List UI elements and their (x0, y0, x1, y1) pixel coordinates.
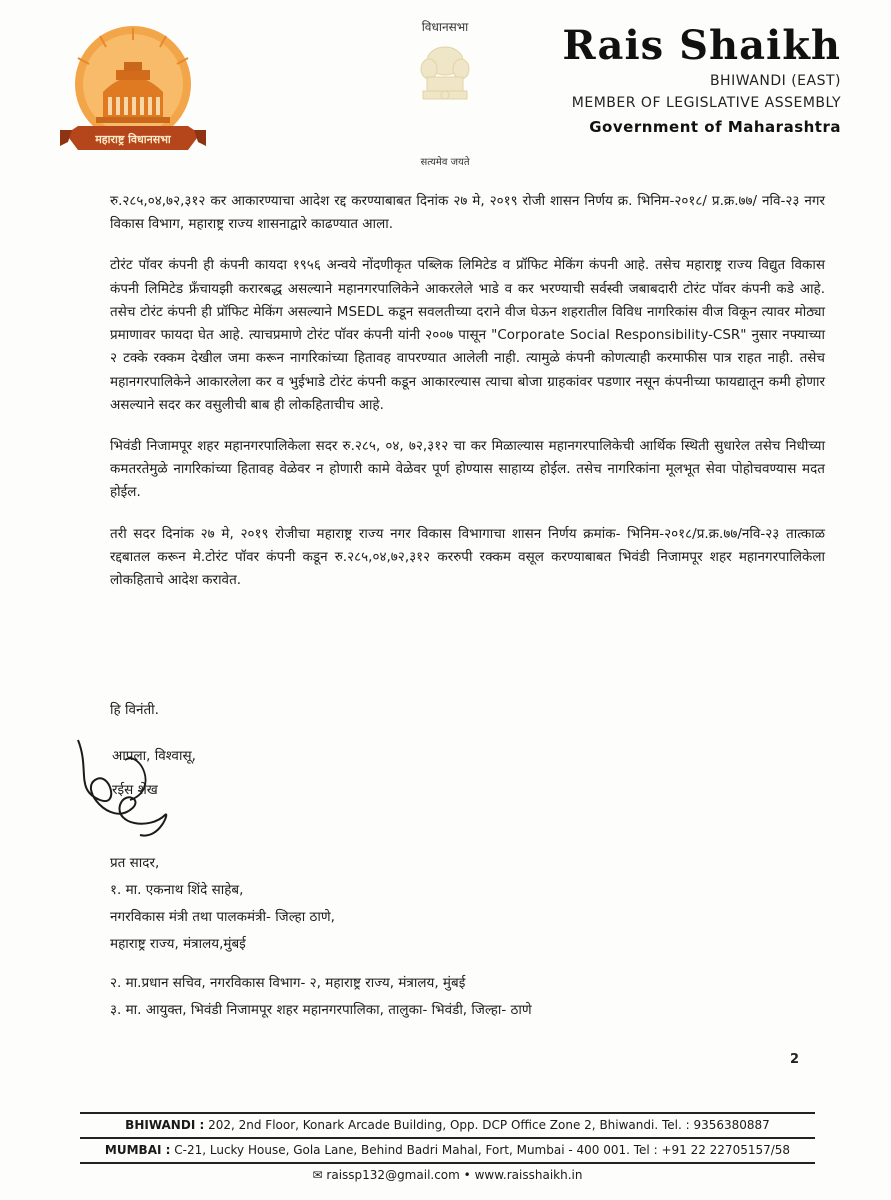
footer-divider (80, 1112, 815, 1114)
national-emblem (400, 18, 490, 168)
government-name: Government of Maharashtra (589, 117, 841, 136)
signature-block (112, 740, 196, 808)
cc-item-1-line-1: १. मा. एकनाथ शिंदे साहेब, (110, 882, 244, 898)
paragraph-1: रु.२८५,०४,७२,३१२ कर आकारण्याचा आदेश रद्द करण्याबाबत दिनांक २७ मे, २०१९ रोजी शासन निर्णय क्र. भिनिम-२०१८/ प्र.क्र.७७/ नवि-२३ नगर विकास विभाग, महाराष्ट्र राज्य शासनाद्वारे काढण्यात आला. (110, 193, 825, 233)
footer-divider (80, 1137, 815, 1139)
letter-body (110, 190, 825, 610)
cc-item-1-line-2: नगरविकास मंत्री तथा पालकमंत्री- जिल्हा ठाणे, (110, 909, 335, 925)
cc-item-1-line-3: महाराष्ट्र राज्य, मंत्रालय,मुंबई (110, 936, 246, 952)
vidhansabha-logo (58, 22, 208, 162)
letter-footer (80, 1110, 815, 1182)
footer-bhiwandi-address (80, 1116, 815, 1135)
closing-request: हि विनंती. (110, 702, 159, 718)
cc-item-3: ३. मा. आयुक्त, भिवंडी निजामपूर शहर महानगरपालिका, तालुका- भिवंडी, जिल्हा- ठाणे (110, 1002, 532, 1018)
copy-to-list (110, 850, 760, 1024)
lion-capital-icon (415, 39, 475, 129)
cc-item-2: २. मा.प्रधान सचिव, नगरविकास विभाग- २, महाराष्ट्र राज्य, मंत्रालय, मुंबई (110, 975, 466, 991)
logo-banner-text: महाराष्ट्र विधानसभा (95, 133, 171, 146)
envelope-icon: ✉ (312, 1168, 323, 1183)
footer-divider (80, 1162, 815, 1164)
page-number: 2 (789, 1052, 799, 1067)
emblem-top-caption: विधानसभा (421, 20, 469, 34)
constituency: BHIWANDI (EAST) (709, 73, 841, 89)
closing-yours: आपला, विश्वासू, (112, 748, 196, 764)
paragraph-3: भिवंडी निजामपूर शहर महानगरपालिकेला सदर रु.२८५, ०४, ७२,३१२ चा कर मिळाल्यास महानगरपालिकेची आर्थिक स्थिती सुधारेल तसेच निधीच्या कमतरतेमुळे नागरिकांच्या हितावह वेळेवर न होणारी कामे वेळेवर पूर्ण होण्यास साहाय्य होईल. तसेच नागरिकांना मूलभूत सेवा पोहोचवण्यास मदत होईल. (110, 437, 825, 501)
bullet-separator: • (463, 1168, 475, 1183)
cc-heading: प्रत सादर, (110, 855, 160, 871)
letterhead-details (541, 22, 841, 139)
bhiwandi-label: BHIWANDI : (125, 1118, 205, 1132)
footer-email[interactable]: raissp132@gmail.com (326, 1168, 460, 1183)
mumbai-address: C-21, Lucky House, Gola Lane, Behind Badri Mahal, Fort, Mumbai - 400 001. Tel : +91 22 22705157/58 (170, 1143, 791, 1158)
sender-position: MEMBER OF LEGISLATIVE ASSEMBLY (571, 95, 841, 112)
mumbai-label: MUMBAI : (104, 1143, 171, 1158)
paragraph-2: टोरंट पॉवर कंपनी ही कंपनी कायदा १९५६ अन्वये नोंदणीकृत पब्लिक लिमिटेड व प्रॉफिट मेकिंग कंपनी आहे. तसेच महाराष्ट्र राज्य विद्युत विकास कंपनी लिमिटेड फ्रँचायझी करारबद्ध असल्याने महानगरपालिकेने आकरलेले भाडे व कर भरण्याची सर्वस्वी जबाबदारी टोरंट पॉवर कंपनी कडे आहे. तसेच टोरंट कंपनी ही प्रॉफिट मेकिंग असल्याने MSEDL कडून सवलतीच्या दराने वीज घेऊन शहरातील विविध नागरिकांस वीज विकून त्यावर मोठ्या प्रमाणावर फायदा घेत आहे. त्याचप्रमाणे टोरंट पॉवर कंपनी यांनी २००७ पासून "Corporate Social Responsibility-CSR" नुसार नफ्याच्या २ टक्के रक्कम देखील जमा करून नागरिकांच्या हितावह वापरण्यात आलेली नाही. त्यामुळे कंपनी कोणत्याही करमाफीस पात्र राहत नाही. तसेच महानगरपालिकेने आकारलेला कर व भुईभाडे टोरंट कंपनी कडून आकारल्यास त्याचा बोजा ग्राहकांवर पडणार नसून कंपनीच्या फायद्यातून कमी होणार असल्याने सदर कर वसुलीची बाब ही लोकहिताचीच आहे. (110, 257, 825, 413)
bhiwandi-address: 202, 2nd Floor, Konark Arcade Building, Opp. DCP Office Zone 2, Bhiwandi. Tel. : 9356380887 (204, 1118, 770, 1132)
signatory-name: रईस शेख (112, 781, 158, 798)
sender-name: Rais Shaikh (562, 22, 841, 69)
footer-website[interactable]: www.raisshaikh.in (474, 1168, 583, 1183)
paragraph-4: तरी सदर दिनांक २७ मे, २०१९ रोजीचा महाराष्ट्र राज्य नगर विकास विभागाचा शासन निर्णय क्रमांक- भिनिम-२०१८/प्र.क्र.७७/नवि-२३ तात्काळ रद्दबातल करून मे.टोरंट पॉवर कंपनी कडून रु.२८५,०४,७२,३१२ कररुपी रक्कम वसूल करण्याबाबत भिवंडी निजामपूर शहर महानगरपालिकेला लोकहिताचे आदेश करावेत. (110, 525, 825, 589)
footer-mumbai-address (80, 1141, 815, 1160)
footer-contact (80, 1168, 815, 1182)
emblem-motto: सत्यमेव जयते (420, 157, 470, 168)
